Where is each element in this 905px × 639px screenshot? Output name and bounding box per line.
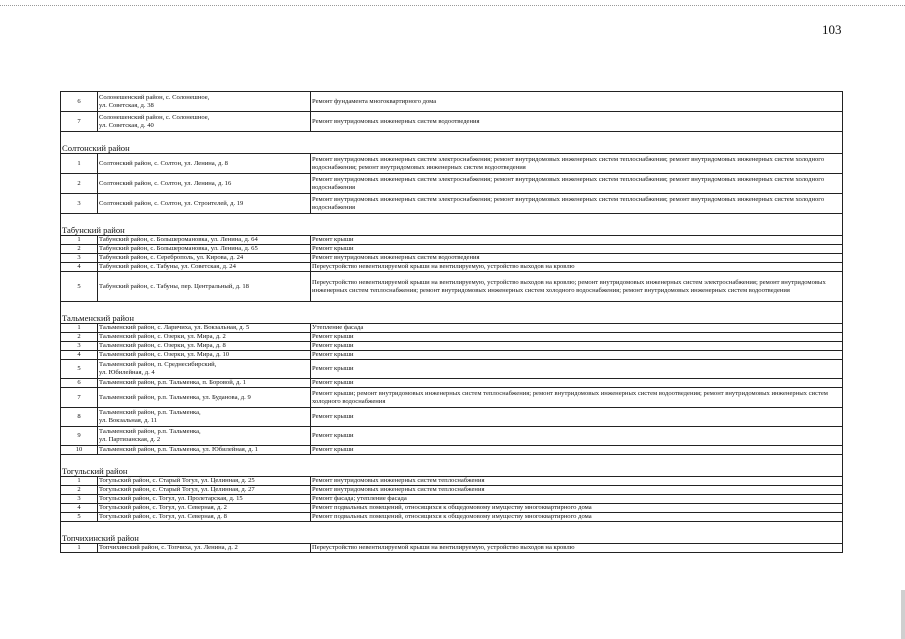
row-work: Ремонт крыши: [311, 236, 843, 245]
row-number: 3: [61, 254, 98, 263]
row-number: 5: [61, 272, 98, 302]
table-row: [61, 388, 843, 408]
row-address: Тальменский район, р.п. Тальменка, ул. Юбилейная, д. 1: [98, 446, 311, 455]
row-address: Тогульский район, с. Старый Тогул, ул. Целинная, д. 25: [98, 477, 311, 486]
row-address: Тальменский район, р.п. Тальменка, п. Боровой, д. 1: [98, 379, 311, 388]
scan-edge-shadow: [901, 590, 905, 639]
row-work: Ремонт крыши: [311, 446, 843, 455]
row-address: Солонешенский район, с. Солонешное, ул. Советская, д. 40: [98, 112, 311, 132]
row-work: Ремонт крыши: [311, 245, 843, 254]
row-work: Ремонт крыши: [311, 333, 843, 342]
row-work: Ремонт внутридомовых инженерных систем электроснабжения; ремонт внутридомовых инженерных систем теплоснабжения; ремонт внутридомовых инженерных систем холодного водоснабжения: [311, 194, 843, 214]
row-address: Табунский район, с. Большеромановка, ул. Ленина, д. 65: [98, 245, 311, 254]
table-row: [61, 351, 843, 360]
row-number: 2: [61, 245, 98, 254]
table-row: [61, 92, 843, 112]
row-number: 1: [61, 324, 98, 333]
row-address: Солонешенский район, с. Солонешное, ул. Советская, д. 38: [98, 92, 311, 112]
table-row: [61, 504, 843, 513]
row-address: Тогульский район, с. Тогул, ул. Пролетарская, д. 15: [98, 495, 311, 504]
row-work: Ремонт внутридомовых инженерных систем водоотведения: [311, 112, 843, 132]
row-work: Ремонт фундамента многоквартирного дома: [311, 92, 843, 112]
row-address: Тальменский район, р.п. Тальменка, ул. Партизанская, д. 2: [98, 427, 311, 446]
table-row: [61, 263, 843, 272]
row-number: 9: [61, 427, 98, 446]
row-number: 2: [61, 174, 98, 194]
row-number: 5: [61, 513, 98, 522]
section-title: Тальменский район: [61, 302, 843, 324]
section-title: Топчихинский район: [61, 522, 843, 544]
row-work: Ремонт крыши: [311, 351, 843, 360]
row-address: Тальменский район, р.п. Тальменка, ул. Буданова, д. 9: [98, 388, 311, 408]
row-work: Утепление фасада: [311, 324, 843, 333]
row-address: Тальменский район, п. Среднесибирский, ул. Юбилейная, д. 4: [98, 360, 311, 379]
section-header-row: [61, 214, 843, 236]
row-number: 3: [61, 194, 98, 214]
row-number: 2: [61, 486, 98, 495]
section-title: Солтонский район: [61, 132, 843, 154]
row-address: Тальменский район, с. Ларичиха, ул. Вокзальная, д. 5: [98, 324, 311, 333]
table-row: [61, 245, 843, 254]
row-work: Ремонт крыши: [311, 342, 843, 351]
row-number: 4: [61, 504, 98, 513]
table-row: [61, 408, 843, 427]
row-address: Тальменский район, с. Озерки, ул. Мира, д. 8: [98, 342, 311, 351]
row-number: 1: [61, 154, 98, 174]
row-address: Солтонский район, с. Солтон, ул. Строителей, д. 19: [98, 194, 311, 214]
row-address: Тальменский район, р.п. Тальменка, ул. Вокзальная, д. 11: [98, 408, 311, 427]
table-row: [61, 477, 843, 486]
row-address: Топчихинский район, с. Топчиха, ул. Ленина, д. 2: [98, 544, 311, 553]
row-work: Ремонт фасада; утепление фасада: [311, 495, 843, 504]
table-row: [61, 379, 843, 388]
row-address: Тогульский район, с. Тогул, ул. Северная, д. 2: [98, 504, 311, 513]
row-number: 5: [61, 360, 98, 379]
table-row: [61, 154, 843, 174]
table-row: [61, 174, 843, 194]
table-row: [61, 272, 843, 302]
row-number: 3: [61, 342, 98, 351]
table-row: [61, 324, 843, 333]
row-work: Переустройство невентилируемой крыши на вентилируемую, устройство выходов на кровлю; ремонт внутридомовых инженерных систем электроснабжения; ремонт внутридомовых инженерных систем теплоснабжения; ремонт внутридомовых инженерных систем холодного водоснабжения; ремонт внутридомовых инженерных систем водоотведения: [311, 272, 843, 302]
table-row: [61, 486, 843, 495]
row-number: 6: [61, 379, 98, 388]
row-number: 3: [61, 495, 98, 504]
row-address: Солтонский район, с. Солтон, ул. Ленина, д. 8: [98, 154, 311, 174]
row-number: 7: [61, 112, 98, 132]
row-address: Табунский район, с. Сереброполь, ул. Кирова, д. 24: [98, 254, 311, 263]
table-row: [61, 112, 843, 132]
row-work: Ремонт крыши; ремонт внутридомовых инженерных систем теплоснабжения; ремонт внутридомовых инженерных систем водоотведения; ремонт внутридомовых инженерных систем холодного водоснабжения: [311, 388, 843, 408]
row-address: Тогульский район, с. Тогул, ул. Северная, д. 8: [98, 513, 311, 522]
row-number: 4: [61, 263, 98, 272]
row-work: Ремонт подвальных помещений, относящихся к общедомовому имуществу многоквартирного дома: [311, 513, 843, 522]
row-work: Переустройство невентилируемой крыши на вентилируемую, устройство выходов на кровлю: [311, 544, 843, 553]
table-row: [61, 544, 843, 553]
row-number: 8: [61, 408, 98, 427]
table-row: [61, 236, 843, 245]
row-number: 4: [61, 351, 98, 360]
section-header-row: [61, 302, 843, 324]
row-work: Ремонт внутридомовых инженерных систем электроснабжения; ремонт внутридомовых инженерных систем теплоснабжения; ремонт внутридомовых инженерных систем холодного водоснабжения: [311, 174, 843, 194]
section-title: Табунский район: [61, 214, 843, 236]
row-address: Солтонский район, с. Солтон, ул. Ленина, д. 16: [98, 174, 311, 194]
row-address: Табунский район, с. Табуны, пер. Центральный, д. 18: [98, 272, 311, 302]
row-number: 1: [61, 236, 98, 245]
table-row: [61, 495, 843, 504]
table-row: [61, 333, 843, 342]
repair-works-table: [60, 91, 843, 553]
row-number: 1: [61, 544, 98, 553]
row-work: Переустройство невентилируемой крыши на вентилируемую, устройство выходов на кровлю: [311, 263, 843, 272]
row-address: Тальменский район, с. Озерки, ул. Мира, д. 10: [98, 351, 311, 360]
row-address: Тогульский район, с. Старый Тогул, ул. Целинная, д. 27: [98, 486, 311, 495]
row-work: Ремонт внутридомовых инженерных систем электроснабжения; ремонт внутридомовых инженерных систем теплоснабжения; ремонт внутридомовых инженерных систем холодного водоснабжения; ремонт внутридомовых инженерных систем водоотведения: [311, 154, 843, 174]
row-work: Ремонт внутридомовых инженерных систем теплоснабжения: [311, 477, 843, 486]
row-work: Ремонт крыши: [311, 408, 843, 427]
section-header-row: [61, 132, 843, 154]
row-work: Ремонт крыши: [311, 427, 843, 446]
section-header-row: [61, 522, 843, 544]
table-row: [61, 427, 843, 446]
row-number: 10: [61, 446, 98, 455]
row-address: Табунский район, с. Табуны, ул. Советская, д. 24: [98, 263, 311, 272]
table-row: [61, 194, 843, 214]
table-row: [61, 342, 843, 351]
row-work: Ремонт подвальных помещений, относящихся к общедомовому имуществу многоквартирного дома: [311, 504, 843, 513]
row-work: Ремонт внутридомовых инженерных систем теплоснабжения: [311, 486, 843, 495]
row-number: 6: [61, 92, 98, 112]
row-address: Тальменский район, с. Озерки, ул. Мира, д. 2: [98, 333, 311, 342]
table-row: [61, 360, 843, 379]
row-work: Ремонт внутридомовых инженерных систем водоотведения: [311, 254, 843, 263]
section-title: Тогульский район: [61, 455, 843, 477]
row-work: Ремонт крыши: [311, 379, 843, 388]
row-number: 7: [61, 388, 98, 408]
row-address: Табунский район, с. Большеромановка, ул. Ленина, д. 64: [98, 236, 311, 245]
table-row: [61, 254, 843, 263]
table-row: [61, 513, 843, 522]
page-number: 103: [822, 22, 842, 37]
row-number: 2: [61, 333, 98, 342]
section-header-row: [61, 455, 843, 477]
row-number: 1: [61, 477, 98, 486]
table-row: [61, 446, 843, 455]
page-top-rule: [0, 5, 905, 6]
row-work: Ремонт крыши: [311, 360, 843, 379]
